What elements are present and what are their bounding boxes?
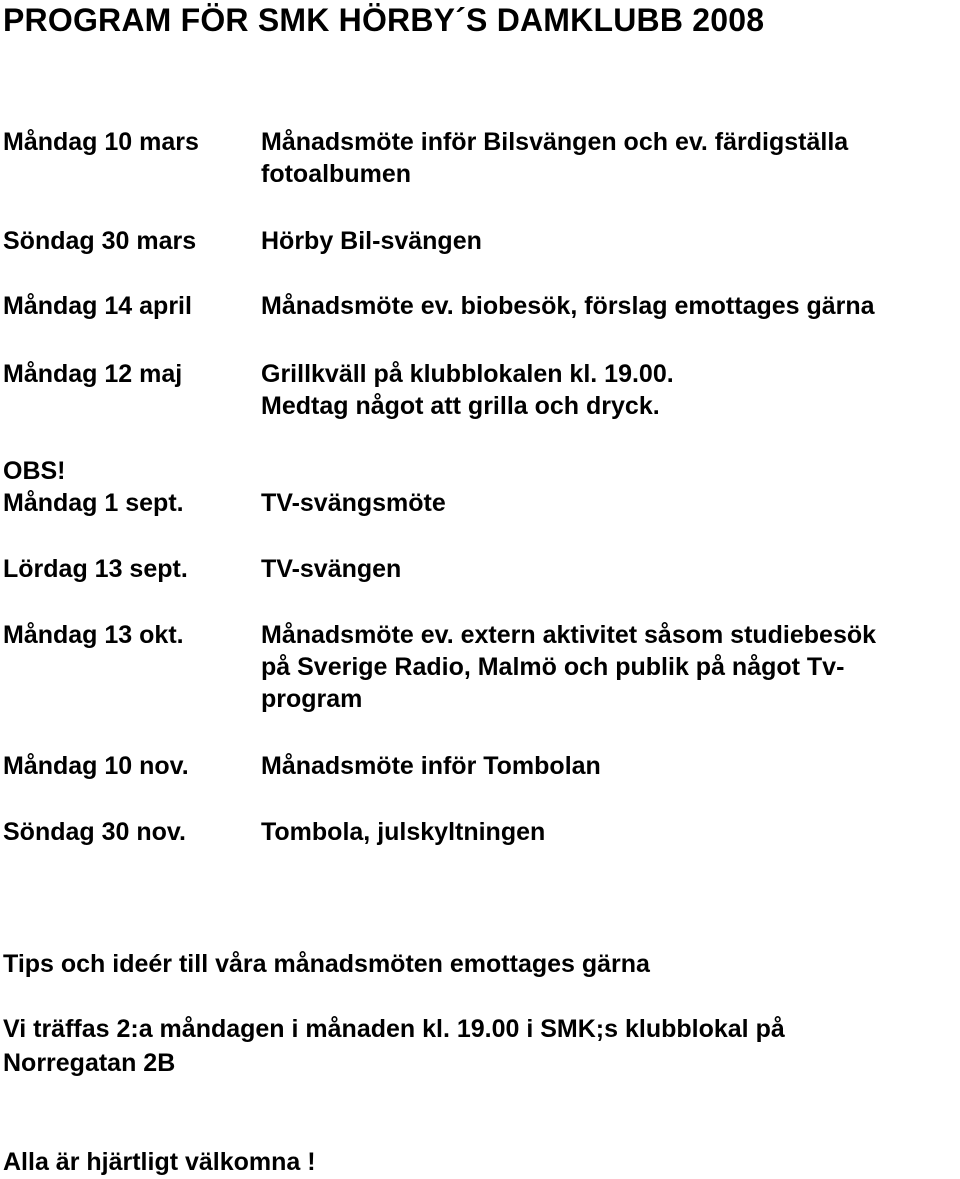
event-date: Måndag 12 maj [3, 360, 183, 388]
meeting-info-text: Vi träffas 2:a måndagen i månaden kl. 19.00 i SMK;s klubblokal på Norregatan 2B [3, 1015, 785, 1077]
event-description: Månadsmöte inför Bilsvängen och ev. färdigställa fotoalbumen [261, 128, 849, 188]
event-note: OBS! [3, 457, 66, 485]
event-date: Måndag 14 april [3, 292, 192, 320]
event-date: Måndag 10 mars [3, 128, 199, 156]
event-description: Månadsmöte inför Tombolan [261, 752, 601, 780]
page-title: PROGRAM FÖR SMK HÖRBY´S DAMKLUBB 2008 [3, 2, 765, 38]
event-description: TV-svängsmöte [261, 489, 446, 517]
event-description: TV-svängen [261, 555, 402, 583]
event-description: Grillkväll på klubblokalen kl. 19.00. Medtag något att grilla och dryck. [261, 360, 674, 420]
event-description: Hörby Bil-svängen [261, 227, 482, 255]
event-date: Söndag 30 mars [3, 227, 197, 255]
event-date: Söndag 30 nov. [3, 818, 186, 846]
event-date: Måndag 1 sept. [3, 489, 184, 517]
tips-text: Tips och ideér till våra månadsmöten emottages gärna [3, 950, 650, 978]
event-date: Lördag 13 sept. [3, 555, 188, 583]
welcome-text: Alla är hjärtligt välkomna ! [3, 1148, 316, 1176]
event-description: Tombola, julskyltningen [261, 818, 546, 846]
event-description: Månadsmöte ev. biobesök, förslag emottages gärna [261, 292, 875, 320]
event-description: Månadsmöte ev. extern aktivitet såsom studiebesök på Sverige Radio, Malmö och publik på något Tv- program [261, 621, 877, 713]
event-date: Måndag 10 nov. [3, 752, 189, 780]
event-date: Måndag 13 okt. [3, 621, 184, 649]
